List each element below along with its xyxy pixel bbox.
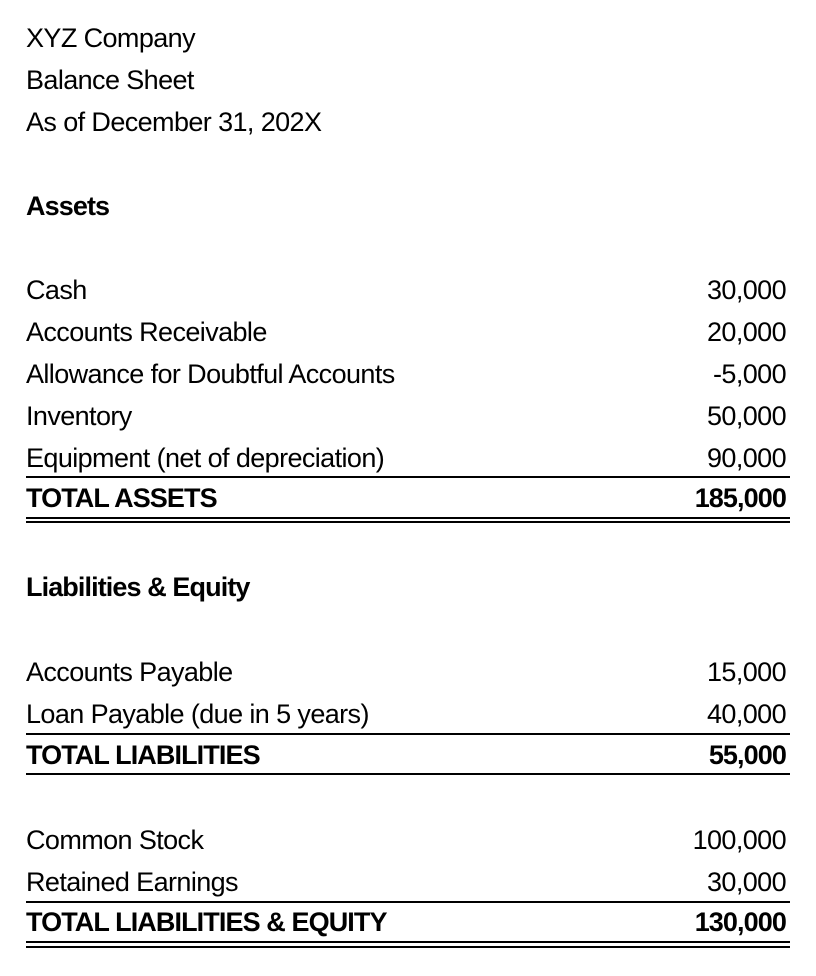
statement-title-text: Balance Sheet — [26, 65, 194, 95]
double-rule-top — [26, 517, 790, 519]
total-assets-row — [26, 477, 790, 519]
liability-row — [26, 651, 790, 693]
equity-row-label: Retained Earnings — [26, 867, 238, 897]
statement-date — [26, 101, 790, 143]
asset-row-label: Equipment (net of depreciation) — [26, 443, 385, 473]
liability-row-label: Accounts Payable — [26, 657, 233, 687]
liability-row-value: 40,000 — [707, 699, 786, 729]
equity-row-value: 30,000 — [707, 867, 786, 897]
equity-row — [26, 861, 790, 903]
double-rule-bottom — [26, 946, 790, 948]
asset-row-label: Cash — [26, 275, 87, 305]
company-name-text: XYZ Company — [26, 23, 195, 53]
total-assets-value: 185,000 — [694, 483, 786, 513]
total-rule — [26, 773, 790, 775]
assets-heading-text: Assets — [26, 191, 110, 221]
asset-row — [26, 269, 790, 311]
assets-heading — [26, 185, 790, 227]
asset-row-label: Allowance for Doubtful Accounts — [26, 359, 395, 389]
total-liabilities-value: 55,000 — [708, 740, 786, 770]
asset-row-value: -5,000 — [713, 359, 786, 389]
total-liabilities-row — [26, 734, 790, 776]
asset-row-value: 30,000 — [707, 275, 786, 305]
asset-row-label: Accounts Receivable — [26, 317, 267, 347]
asset-row-value: 20,000 — [707, 317, 786, 347]
total-assets-label: TOTAL ASSETS — [26, 483, 217, 513]
total-liabilities-equity-label: TOTAL LIABILITIES & EQUITY — [26, 907, 387, 937]
company-name — [26, 17, 790, 59]
double-rule-bottom — [26, 521, 790, 523]
equity-row-label: Common Stock — [26, 825, 204, 855]
asset-row-value: 50,000 — [707, 401, 786, 431]
liability-row-label: Loan Payable (due in 5 years) — [26, 699, 369, 729]
asset-row — [26, 311, 790, 353]
equity-row — [26, 819, 790, 861]
asset-row — [26, 395, 790, 437]
liability-row — [26, 693, 790, 735]
asset-row — [26, 353, 790, 395]
asset-row-label: Inventory — [26, 401, 132, 431]
statement-title — [26, 59, 790, 101]
total-liabilities-equity-row — [26, 901, 790, 943]
asset-row — [26, 437, 790, 479]
liabilities-equity-heading — [26, 566, 790, 608]
asset-row-value: 90,000 — [707, 443, 786, 473]
total-liabilities-label: TOTAL LIABILITIES — [26, 740, 260, 770]
double-rule-top — [26, 941, 790, 943]
liability-row-value: 15,000 — [707, 657, 786, 687]
equity-row-value: 100,000 — [692, 825, 786, 855]
total-liabilities-equity-value: 130,000 — [694, 907, 786, 937]
liabilities-equity-heading-text: Liabilities & Equity — [26, 572, 250, 602]
statement-date-text: As of December 31, 202X — [26, 107, 322, 137]
